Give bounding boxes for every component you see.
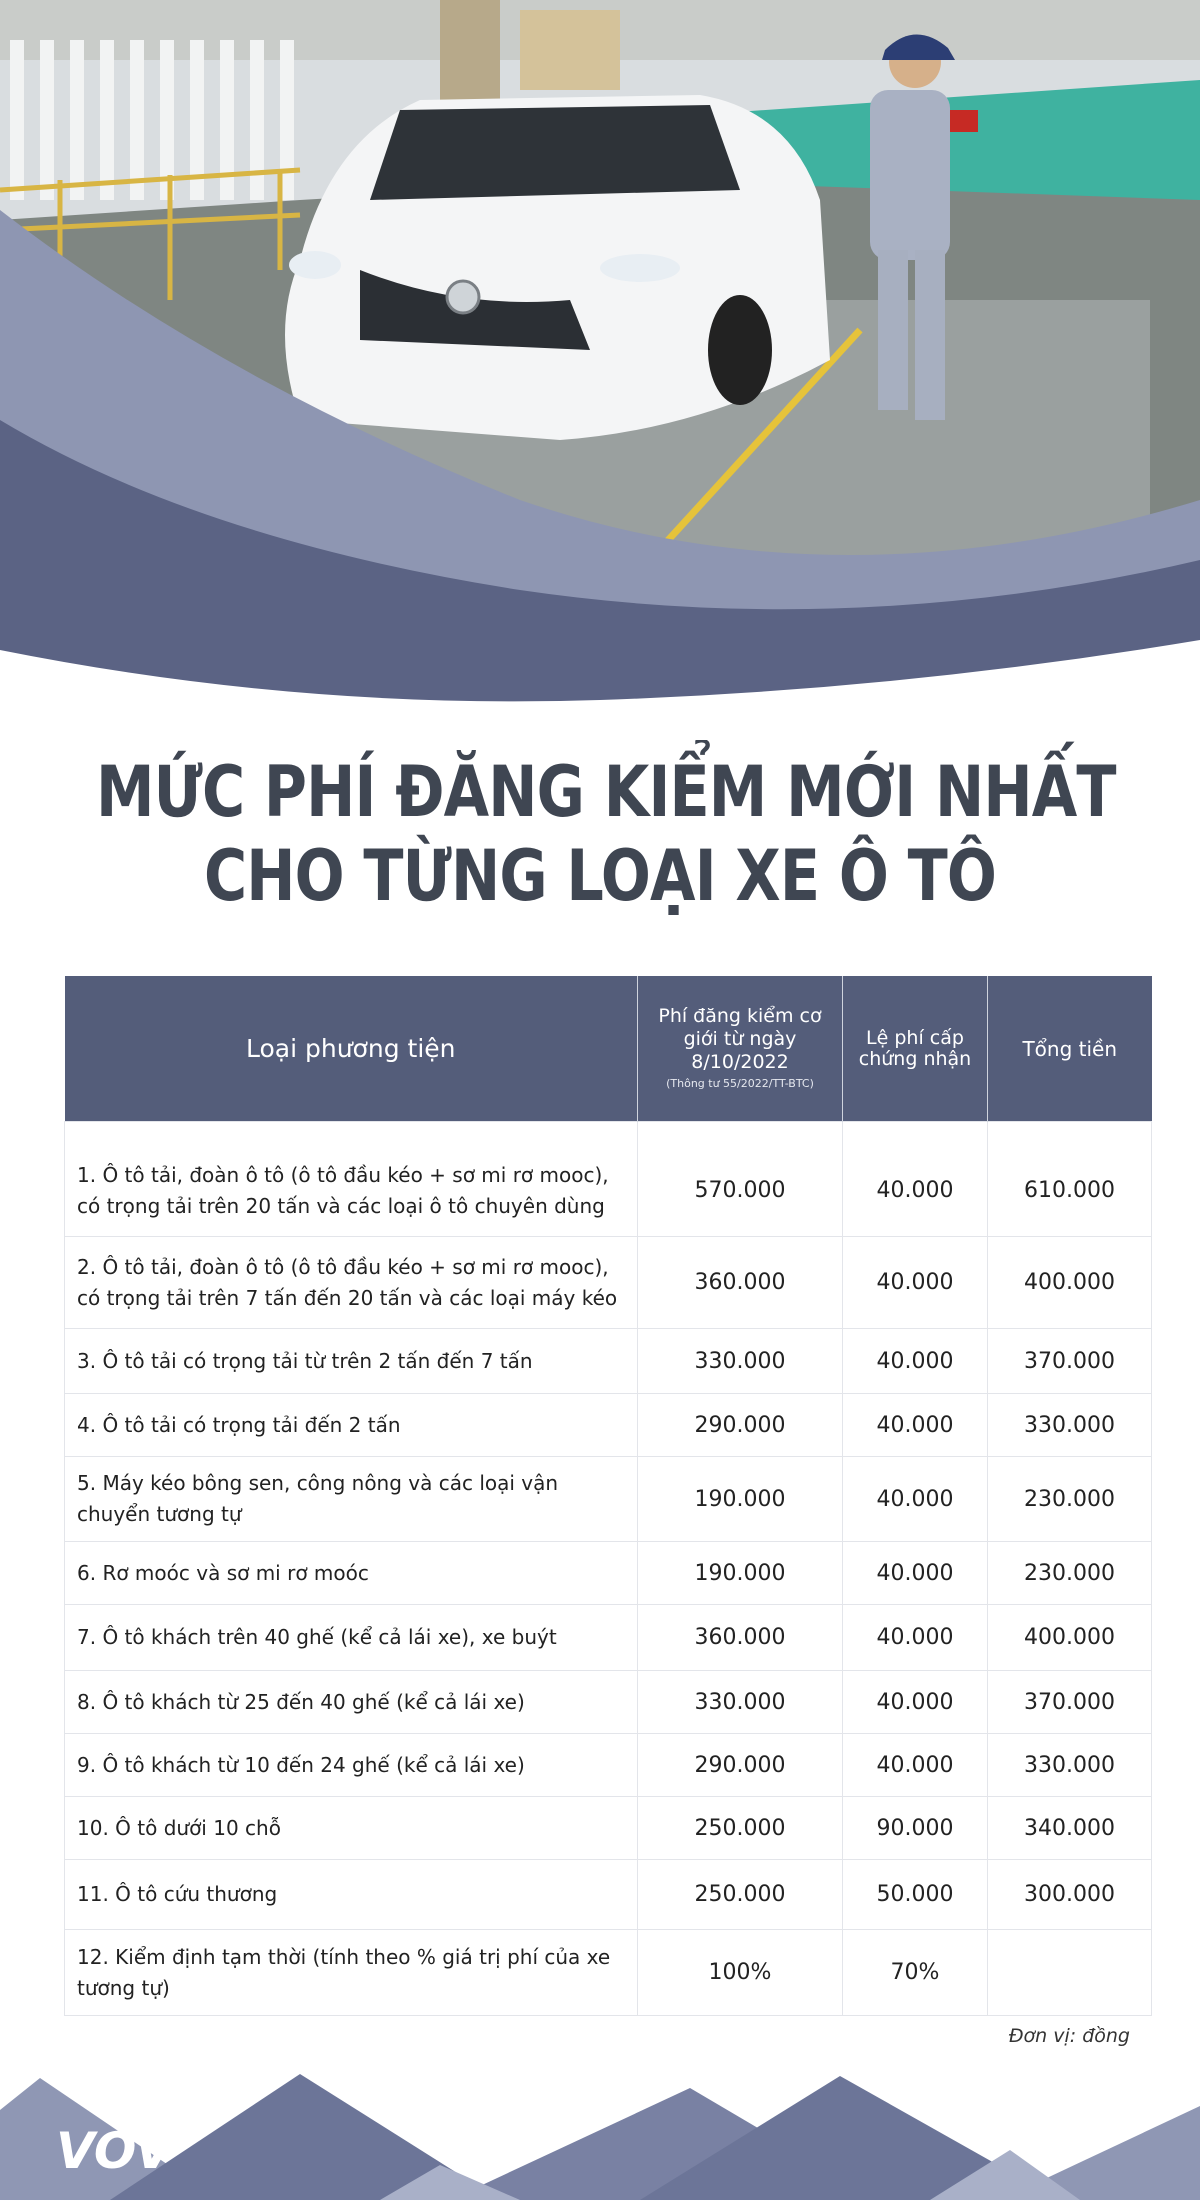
hero-image — [0, 0, 1200, 710]
vehicle-cell: 8. Ô tô khách từ 25 đến 40 ghế (kể cả lái xe) — [65, 1671, 638, 1734]
table-row — [65, 1329, 1152, 1394]
table-row — [65, 1237, 1152, 1329]
inspection-fee-cell: 190.000 — [638, 1542, 843, 1605]
total-cell: 370.000 — [988, 1329, 1152, 1394]
certificate-fee-cell: 40.000 — [843, 1122, 988, 1237]
total-cell: 340.000 — [988, 1797, 1152, 1860]
vehicle-cell: 2. Ô tô tải, đoàn ô tô (ô tô đầu kéo + sơ mi rơ mooc), có trọng tải trên 7 tấn đến 20 tấn và các loại máy kéo — [65, 1237, 638, 1329]
table-row — [65, 1734, 1152, 1797]
vehicle-cell: 11. Ô tô cứu thương — [65, 1860, 638, 1930]
inspection-fee-cell: 100% — [638, 1930, 843, 2016]
certificate-fee-cell: 50.000 — [843, 1860, 988, 1930]
total-cell: 230.000 — [988, 1457, 1152, 1542]
white-car — [285, 95, 830, 440]
vehicle-cell: 7. Ô tô khách trên 40 ghế (kể cả lái xe), xe buýt — [65, 1605, 638, 1671]
table-row — [65, 1671, 1152, 1734]
table-row — [65, 1605, 1152, 1671]
vov-logo — [56, 2120, 196, 2176]
vehicle-cell: 12. Kiểm định tạm thời (tính theo % giá trị phí của xe tương tự) — [65, 1930, 638, 2016]
vehicle-cell: 4. Ô tô tải có trọng tải đến 2 tấn — [65, 1394, 638, 1457]
certificate-fee-cell: 40.000 — [843, 1329, 988, 1394]
total-cell — [988, 1930, 1152, 2016]
total-cell: 330.000 — [988, 1734, 1152, 1797]
certificate-fee-cell: 40.000 — [843, 1237, 988, 1329]
header-total: Tổng tiền — [988, 976, 1152, 1122]
inspection-fee-cell: 570.000 — [638, 1122, 843, 1237]
vehicle-cell: 5. Máy kéo bông sen, công nông và các loại vận chuyển tương tự — [65, 1457, 638, 1542]
certificate-fee-cell: 40.000 — [843, 1542, 988, 1605]
title-line-1: MỨC PHÍ ĐĂNG KIỂM MỚI NHẤT — [96, 751, 1116, 833]
total-cell: 370.000 — [988, 1671, 1152, 1734]
certificate-fee-cell: 40.000 — [843, 1671, 988, 1734]
table-header-row — [65, 976, 1152, 1122]
inspection-fee-cell: 360.000 — [638, 1605, 843, 1671]
inspection-fee-cell: 290.000 — [638, 1734, 843, 1797]
total-cell: 400.000 — [988, 1605, 1152, 1671]
total-cell: 610.000 — [988, 1122, 1152, 1237]
vehicle-cell: 6. Rơ moóc và sơ mi rơ moóc — [65, 1542, 638, 1605]
inspection-fee-cell: 250.000 — [638, 1797, 843, 1860]
vehicle-cell: 3. Ô tô tải có trọng tải từ trên 2 tấn đến 7 tấn — [65, 1329, 638, 1394]
inspection-fee-cell: 330.000 — [638, 1671, 843, 1734]
fee-table — [64, 976, 1152, 2016]
table-row — [65, 1122, 1152, 1237]
certificate-fee-cell: 40.000 — [843, 1394, 988, 1457]
table-row — [65, 1457, 1152, 1542]
total-cell: 230.000 — [988, 1542, 1152, 1605]
inspection-fee-cell: 330.000 — [638, 1329, 843, 1394]
table-row — [65, 1394, 1152, 1457]
inspection-fee-cell: 290.000 — [638, 1394, 843, 1457]
certificate-fee-cell: 70% — [843, 1930, 988, 2016]
certificate-fee-cell: 40.000 — [843, 1734, 988, 1797]
header-vehicle: Loại phương tiện — [65, 976, 638, 1122]
vehicle-cell: 1. Ô tô tải, đoàn ô tô (ô tô đầu kéo + sơ mi rơ mooc), có trọng tải trên 20 tấn và các loại ô tô chuyên dùng — [65, 1122, 638, 1237]
inspection-fee-cell: 250.000 — [638, 1860, 843, 1930]
header-certificate-fee: Lệ phí cấp chứng nhận — [843, 976, 988, 1122]
vehicle-cell: 10. Ô tô dưới 10 chỗ — [65, 1797, 638, 1860]
vehicle-cell: 9. Ô tô khách từ 10 đến 24 ghế (kể cả lái xe) — [65, 1734, 638, 1797]
table-row — [65, 1542, 1152, 1605]
unit-note: Đơn vị: đồng — [1008, 2025, 1130, 2047]
table-row — [65, 1860, 1152, 1930]
certificate-fee-cell: 40.000 — [843, 1605, 988, 1671]
certificate-fee-cell: 90.000 — [843, 1797, 988, 1860]
total-cell: 300.000 — [988, 1860, 1152, 1930]
table-row — [65, 1797, 1152, 1860]
table-row — [65, 1930, 1152, 2016]
header-inspection-fee: Phí đăng kiểm cơ giới từ ngày 8/10/2022 (Thông tư 55/2022/TT-BTC) — [638, 976, 843, 1122]
inspection-fee-cell: 190.000 — [638, 1457, 843, 1542]
vov-logo-text: VOV — [56, 2122, 174, 2176]
title-line-2: CHO TỪNG LOẠI XE Ô TÔ — [203, 835, 997, 917]
inspection-fee-cell: 360.000 — [638, 1237, 843, 1329]
certificate-fee-cell: 40.000 — [843, 1457, 988, 1542]
page-title — [96, 750, 1116, 918]
total-cell: 400.000 — [988, 1237, 1152, 1329]
header-inspection-fee-note: (Thông tư 55/2022/TT-BTC) — [666, 1077, 814, 1090]
total-cell: 330.000 — [988, 1394, 1152, 1457]
